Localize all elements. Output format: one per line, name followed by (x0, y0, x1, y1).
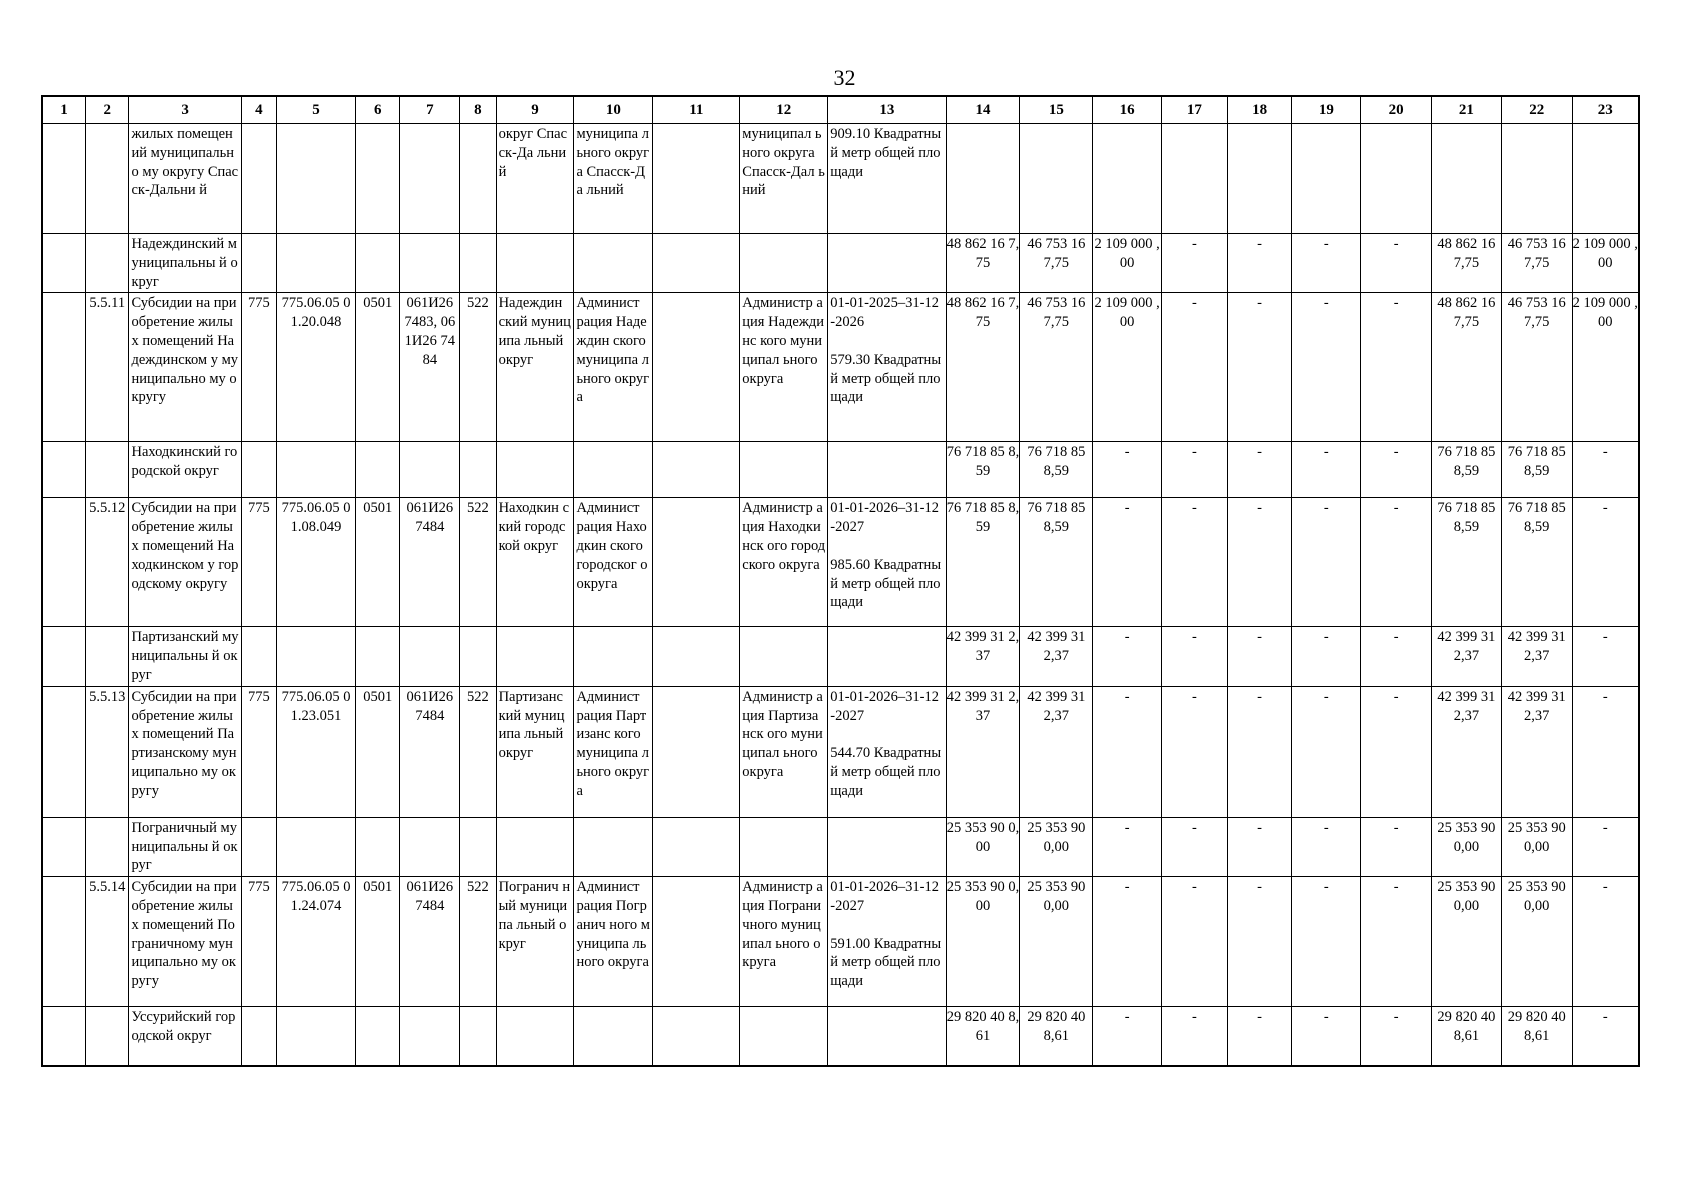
table-cell-col-23: - (1572, 686, 1639, 817)
table-cell-col-22: 76 718 85 8,59 (1501, 498, 1572, 627)
table-cell-col-17: - (1162, 877, 1228, 1007)
table-cell-col-18: - (1227, 1007, 1292, 1067)
table-cell-col-18: - (1227, 817, 1292, 876)
table-cell-col-20: - (1361, 686, 1432, 817)
table-cell-col-5: 775.06.05 01.23.051 (277, 686, 356, 817)
table-cell-col-22: 76 718 85 8,59 (1501, 442, 1572, 498)
table-cell-col-4: 775 (241, 293, 276, 442)
table-row (42, 627, 1639, 686)
table-cell-col-17: - (1162, 234, 1228, 293)
table-cell-col-10: Админист рация Погранич ного муниципа льного округа (574, 877, 653, 1007)
table-cell-col-21 (1432, 124, 1502, 234)
table-cell-col-11 (653, 498, 740, 627)
table-cell-col-23: - (1572, 442, 1639, 498)
table-cell-col-15: 76 718 85 8,59 (1020, 498, 1093, 627)
table-cell-col-6: 0501 (355, 293, 400, 442)
table-cell-col-13 (828, 1007, 946, 1067)
table-cell-col-15 (1020, 124, 1093, 234)
table-cell-col-3: Пограничный муниципальны й округ (129, 817, 241, 876)
table-cell-col-8 (460, 817, 496, 876)
table-cell-col-9: Находкин ский городской округ (496, 498, 574, 627)
table-cell-col-11 (653, 293, 740, 442)
table-cell-col-16: 2 109 000 ,00 (1093, 293, 1162, 442)
table-cell-col-7: 061И26 7484 (400, 877, 460, 1007)
table-cell-col-7 (400, 817, 460, 876)
table-cell-col-20: - (1361, 1007, 1432, 1067)
table-cell-col-10 (574, 442, 653, 498)
table-cell-col-21: 29 820 40 8,61 (1432, 1007, 1502, 1067)
table-cell-col-22: 25 353 90 0,00 (1501, 817, 1572, 876)
table-cell-col-8: 522 (460, 293, 496, 442)
table-cell-col-17: - (1162, 627, 1228, 686)
table-cell-col-8 (460, 442, 496, 498)
table-cell-col-3: Находкинский городской округ (129, 442, 241, 498)
table-cell-col-13: 909.10 Квадратный метр общей площади (828, 124, 946, 234)
table-cell-col-11 (653, 686, 740, 817)
table-cell-col-21: 25 353 90 0,00 (1432, 877, 1502, 1007)
table-cell-col-14: 76 718 85 8,59 (946, 442, 1020, 498)
table-cell-col-12 (740, 817, 828, 876)
table-cell-col-11 (653, 1007, 740, 1067)
table-cell-col-23: - (1572, 498, 1639, 627)
col-header-6: 6 (355, 96, 400, 124)
table-cell-col-7 (400, 1007, 460, 1067)
table-cell-col-20: - (1361, 877, 1432, 1007)
table-cell-col-21: 42 399 31 2,37 (1432, 627, 1502, 686)
table-cell-col-1 (42, 442, 85, 498)
header-row (42, 96, 1639, 124)
table-cell-col-14: 29 820 40 8,61 (946, 1007, 1020, 1067)
table-cell-col-11 (653, 817, 740, 876)
table-cell-col-20: - (1361, 817, 1432, 876)
table-cell-col-14: 25 353 90 0,00 (946, 817, 1020, 876)
table-cell-col-6 (355, 817, 400, 876)
table-cell-col-17 (1162, 124, 1228, 234)
budget-table (41, 95, 1640, 1067)
table-row (42, 124, 1639, 234)
table-cell-col-16: - (1093, 627, 1162, 686)
table-cell-col-8 (460, 124, 496, 234)
table-row (42, 1007, 1639, 1067)
table-cell-col-16: 2 109 000 ,00 (1093, 234, 1162, 293)
table-cell-col-9 (496, 817, 574, 876)
table-cell-col-4 (241, 627, 276, 686)
table-cell-col-5 (277, 124, 356, 234)
table-cell-col-21: 48 862 16 7,75 (1432, 293, 1502, 442)
table-cell-col-14: 42 399 31 2,37 (946, 627, 1020, 686)
table-cell-col-21: 76 718 85 8,59 (1432, 442, 1502, 498)
table-cell-col-8: 522 (460, 498, 496, 627)
col-header-18: 18 (1227, 96, 1292, 124)
table-cell-col-10 (574, 234, 653, 293)
table-cell-col-4 (241, 442, 276, 498)
table-cell-col-2 (85, 442, 128, 498)
table-cell-col-16: - (1093, 442, 1162, 498)
table-cell-col-8: 522 (460, 686, 496, 817)
table-cell-col-10: Админист рация Партизанс кого муниципа льного округа (574, 686, 653, 817)
table-cell-col-10 (574, 817, 653, 876)
col-header-12: 12 (740, 96, 828, 124)
table-cell-col-18: - (1227, 877, 1292, 1007)
table-cell-col-2: 5.5.14 (85, 877, 128, 1007)
table-cell-col-10 (574, 627, 653, 686)
table-cell-col-23: - (1572, 817, 1639, 876)
table-cell-col-20: - (1361, 234, 1432, 293)
table-cell-col-2 (85, 817, 128, 876)
table-cell-col-3: Уссурийский городской округ (129, 1007, 241, 1067)
table-cell-col-2 (85, 627, 128, 686)
table-cell-col-23: - (1572, 627, 1639, 686)
table-cell-col-14: 42 399 31 2,37 (946, 686, 1020, 817)
table-cell-col-15: 46 753 16 7,75 (1020, 293, 1093, 442)
table-cell-col-12 (740, 1007, 828, 1067)
table-cell-col-22: 46 753 16 7,75 (1501, 234, 1572, 293)
table-cell-col-5: 775.06.05 01.24.074 (277, 877, 356, 1007)
table-cell-col-16: - (1093, 817, 1162, 876)
col-header-4: 4 (241, 96, 276, 124)
table-cell-col-8 (460, 1007, 496, 1067)
table-cell-col-7: 061И26 7483, 061И26 7484 (400, 293, 460, 442)
table-cell-col-12: Администр ация Находкинск ого городского округа (740, 498, 828, 627)
table-cell-col-5 (277, 442, 356, 498)
table-cell-col-23 (1572, 124, 1639, 234)
col-header-2: 2 (85, 96, 128, 124)
table-cell-col-12: Администр ация Надеждинс кого муниципал ьного округа (740, 293, 828, 442)
table-cell-col-18: - (1227, 234, 1292, 293)
table-row (42, 442, 1639, 498)
table-cell-col-6 (355, 124, 400, 234)
table-cell-col-20: - (1361, 293, 1432, 442)
table-cell-col-19: - (1292, 817, 1361, 876)
table-cell-col-4 (241, 817, 276, 876)
table-cell-col-7 (400, 627, 460, 686)
table-cell-col-9 (496, 1007, 574, 1067)
table-cell-col-22: 42 399 31 2,37 (1501, 627, 1572, 686)
table-cell-col-22 (1501, 124, 1572, 234)
table-cell-col-9 (496, 627, 574, 686)
table-cell-col-18: - (1227, 442, 1292, 498)
table-cell-col-7 (400, 442, 460, 498)
table-cell-col-17: - (1162, 1007, 1228, 1067)
table-cell-col-5: 775.06.05 01.20.048 (277, 293, 356, 442)
table-cell-col-18: - (1227, 293, 1292, 442)
table-cell-col-2 (85, 234, 128, 293)
table-cell-col-21: 42 399 31 2,37 (1432, 686, 1502, 817)
table-cell-col-13 (828, 817, 946, 876)
table-cell-col-4: 775 (241, 877, 276, 1007)
table-cell-col-6 (355, 234, 400, 293)
table-cell-col-7: 061И26 7484 (400, 686, 460, 817)
table-cell-col-6 (355, 442, 400, 498)
table-cell-col-6: 0501 (355, 877, 400, 1007)
table-cell-col-11 (653, 442, 740, 498)
table-cell-col-7 (400, 234, 460, 293)
table-cell-col-16: - (1093, 1007, 1162, 1067)
table-cell-col-6 (355, 1007, 400, 1067)
table-cell-col-3: Субсидии на приобретение жилых помещений Партизанскому муниципально му округу (129, 686, 241, 817)
table-row (42, 877, 1639, 1007)
table-cell-col-1 (42, 1007, 85, 1067)
table-cell-col-5: 775.06.05 01.08.049 (277, 498, 356, 627)
table-cell-col-2: 5.5.13 (85, 686, 128, 817)
table-cell-col-23: - (1572, 877, 1639, 1007)
table-cell-col-16: - (1093, 498, 1162, 627)
table-cell-col-11 (653, 877, 740, 1007)
table-cell-col-15: 46 753 16 7,75 (1020, 234, 1093, 293)
table-cell-col-22: 42 399 31 2,37 (1501, 686, 1572, 817)
table-cell-col-1 (42, 234, 85, 293)
table-row (42, 293, 1639, 442)
table-cell-col-3: Субсидии на приобретение жилых помещений Пограничному муниципально му округу (129, 877, 241, 1007)
table-cell-col-8: 522 (460, 877, 496, 1007)
table-row (42, 686, 1639, 817)
table-cell-col-19: - (1292, 686, 1361, 817)
table-cell-col-20: - (1361, 442, 1432, 498)
table-cell-col-8 (460, 234, 496, 293)
col-header-3: 3 (129, 96, 241, 124)
table-cell-col-13 (828, 234, 946, 293)
table-cell-col-1 (42, 686, 85, 817)
table-cell-col-4: 775 (241, 498, 276, 627)
table-cell-col-5 (277, 817, 356, 876)
table-cell-col-2 (85, 124, 128, 234)
table-cell-col-10: муниципа льного округа Спасск-Да льний (574, 124, 653, 234)
table-cell-col-9: Партизанс кий муниципа льный округ (496, 686, 574, 817)
table-cell-col-18: - (1227, 686, 1292, 817)
table-cell-col-1 (42, 877, 85, 1007)
table-cell-col-12: Администр ация Партизанск ого муниципал ьного округа (740, 686, 828, 817)
table-cell-col-15: 25 353 90 0,00 (1020, 817, 1093, 876)
table-cell-col-3: Субсидии на приобретение жилых помещений Надеждинском у муниципально му округу (129, 293, 241, 442)
table-cell-col-9 (496, 234, 574, 293)
table-cell-col-9: Погранич ный муниципа льный округ (496, 877, 574, 1007)
table-cell-col-4 (241, 234, 276, 293)
table-cell-col-17: - (1162, 442, 1228, 498)
table-cell-col-18 (1227, 124, 1292, 234)
table-cell-col-5 (277, 234, 356, 293)
table-cell-col-19: - (1292, 234, 1361, 293)
table-cell-col-5 (277, 627, 356, 686)
table-cell-col-19 (1292, 124, 1361, 234)
table-cell-col-7 (400, 124, 460, 234)
table-cell-col-14: 48 862 16 7,75 (946, 234, 1020, 293)
table-cell-col-19: - (1292, 627, 1361, 686)
table-cell-col-13 (828, 442, 946, 498)
table-cell-col-14: 48 862 16 7,75 (946, 293, 1020, 442)
table-cell-col-12 (740, 442, 828, 498)
table-cell-col-12: Администр ация Пограничного муниципал ьного округа (740, 877, 828, 1007)
col-header-11: 11 (653, 96, 740, 124)
table-cell-col-9 (496, 442, 574, 498)
table-cell-col-15: 29 820 40 8,61 (1020, 1007, 1093, 1067)
table-cell-col-14 (946, 124, 1020, 234)
table-cell-col-11 (653, 234, 740, 293)
table-cell-col-12: муниципал ьного округа Спасск-Дал ьний (740, 124, 828, 234)
table-cell-col-6: 0501 (355, 686, 400, 817)
table-row (42, 498, 1639, 627)
col-header-23: 23 (1572, 96, 1639, 124)
table-cell-col-20: - (1361, 627, 1432, 686)
table-cell-col-4: 775 (241, 686, 276, 817)
table-row (42, 817, 1639, 876)
col-header-10: 10 (574, 96, 653, 124)
table-cell-col-10: Админист рация Надеждин ского муниципа льного округа (574, 293, 653, 442)
table-cell-col-5 (277, 1007, 356, 1067)
col-header-1: 1 (42, 96, 85, 124)
col-header-17: 17 (1162, 96, 1228, 124)
table-cell-col-21: 25 353 90 0,00 (1432, 817, 1502, 876)
table-cell-col-15: 76 718 85 8,59 (1020, 442, 1093, 498)
table-cell-col-17: - (1162, 498, 1228, 627)
table-cell-col-6: 0501 (355, 498, 400, 627)
table-cell-col-10 (574, 1007, 653, 1067)
table-row (42, 234, 1639, 293)
col-header-14: 14 (946, 96, 1020, 124)
col-header-21: 21 (1432, 96, 1502, 124)
table-cell-col-4 (241, 1007, 276, 1067)
table-cell-col-19: - (1292, 877, 1361, 1007)
table-cell-col-2 (85, 1007, 128, 1067)
table-cell-col-22: 29 820 40 8,61 (1501, 1007, 1572, 1067)
table-cell-col-19: - (1292, 293, 1361, 442)
table-cell-col-13 (828, 627, 946, 686)
table-cell-col-11 (653, 124, 740, 234)
table-cell-col-18: - (1227, 627, 1292, 686)
table-cell-col-20: - (1361, 498, 1432, 627)
table-cell-col-20 (1361, 124, 1432, 234)
table-cell-col-19: - (1292, 1007, 1361, 1067)
table-cell-col-12 (740, 627, 828, 686)
table-cell-col-3: Партизанский муниципальны й округ (129, 627, 241, 686)
table-cell-col-19: - (1292, 442, 1361, 498)
col-header-19: 19 (1292, 96, 1361, 124)
table-cell-col-16: - (1093, 877, 1162, 1007)
col-header-22: 22 (1501, 96, 1572, 124)
table-cell-col-15: 25 353 90 0,00 (1020, 877, 1093, 1007)
table-cell-col-9: округ Спасск-Да льний (496, 124, 574, 234)
col-header-5: 5 (277, 96, 356, 124)
table-cell-col-4 (241, 124, 276, 234)
table-cell-col-1 (42, 627, 85, 686)
col-header-20: 20 (1361, 96, 1432, 124)
table-cell-col-15: 42 399 31 2,37 (1020, 686, 1093, 817)
table-cell-col-18: - (1227, 498, 1292, 627)
table-cell-col-17: - (1162, 817, 1228, 876)
col-header-16: 16 (1093, 96, 1162, 124)
table-cell-col-21: 48 862 16 7,75 (1432, 234, 1502, 293)
col-header-13: 13 (828, 96, 946, 124)
table-cell-col-7: 061И26 7484 (400, 498, 460, 627)
table-cell-col-3: Субсидии на приобретение жилых помещений Находкинском у городскому округу (129, 498, 241, 627)
table-cell-col-1 (42, 498, 85, 627)
table-cell-col-16: - (1093, 686, 1162, 817)
table-cell-col-6 (355, 627, 400, 686)
table-cell-col-1 (42, 124, 85, 234)
table-cell-col-22: 25 353 90 0,00 (1501, 877, 1572, 1007)
table-cell-col-11 (653, 627, 740, 686)
col-header-9: 9 (496, 96, 574, 124)
table-cell-col-21: 76 718 85 8,59 (1432, 498, 1502, 627)
table-cell-col-3: жилых помещений муниципально му округу Спасск-Дальни й (129, 124, 241, 234)
table-cell-col-14: 25 353 90 0,00 (946, 877, 1020, 1007)
table-cell-col-23: - (1572, 1007, 1639, 1067)
table-cell-col-8 (460, 627, 496, 686)
table-cell-col-13: 01-01-2026–31-12-2027 544.70 Квадратный метр общей площади (828, 686, 946, 817)
table-cell-col-16 (1093, 124, 1162, 234)
table-cell-col-17: - (1162, 293, 1228, 442)
col-header-15: 15 (1020, 96, 1093, 124)
table-cell-col-14: 76 718 85 8,59 (946, 498, 1020, 627)
table-cell-col-2: 5.5.12 (85, 498, 128, 627)
table-cell-col-2: 5.5.11 (85, 293, 128, 442)
table-cell-col-12 (740, 234, 828, 293)
table-cell-col-23: 2 109 000 ,00 (1572, 293, 1639, 442)
table-cell-col-9: Надеждин ский муниципа льный округ (496, 293, 574, 442)
table-cell-col-15: 42 399 31 2,37 (1020, 627, 1093, 686)
table-cell-col-23: 2 109 000 ,00 (1572, 234, 1639, 293)
table-cell-col-3: Надеждинский муниципальны й округ (129, 234, 241, 293)
table-cell-col-1 (42, 817, 85, 876)
table-cell-col-10: Админист рация Находкин ского городског о округа (574, 498, 653, 627)
table-cell-col-13: 01-01-2026–31-12-2027 985.60 Квадратный метр общей площади (828, 498, 946, 627)
col-header-8: 8 (460, 96, 496, 124)
page-number: 32 (833, 65, 856, 90)
table-cell-col-1 (42, 293, 85, 442)
table-cell-col-19: - (1292, 498, 1361, 627)
table-cell-col-13: 01-01-2025–31-12-2026 579.30 Квадратный метр общей площади (828, 293, 946, 442)
table-cell-col-13: 01-01-2026–31-12-2027 591.00 Квадратный метр общей площади (828, 877, 946, 1007)
col-header-7: 7 (400, 96, 460, 124)
table-cell-col-22: 46 753 16 7,75 (1501, 293, 1572, 442)
table-cell-col-17: - (1162, 686, 1228, 817)
